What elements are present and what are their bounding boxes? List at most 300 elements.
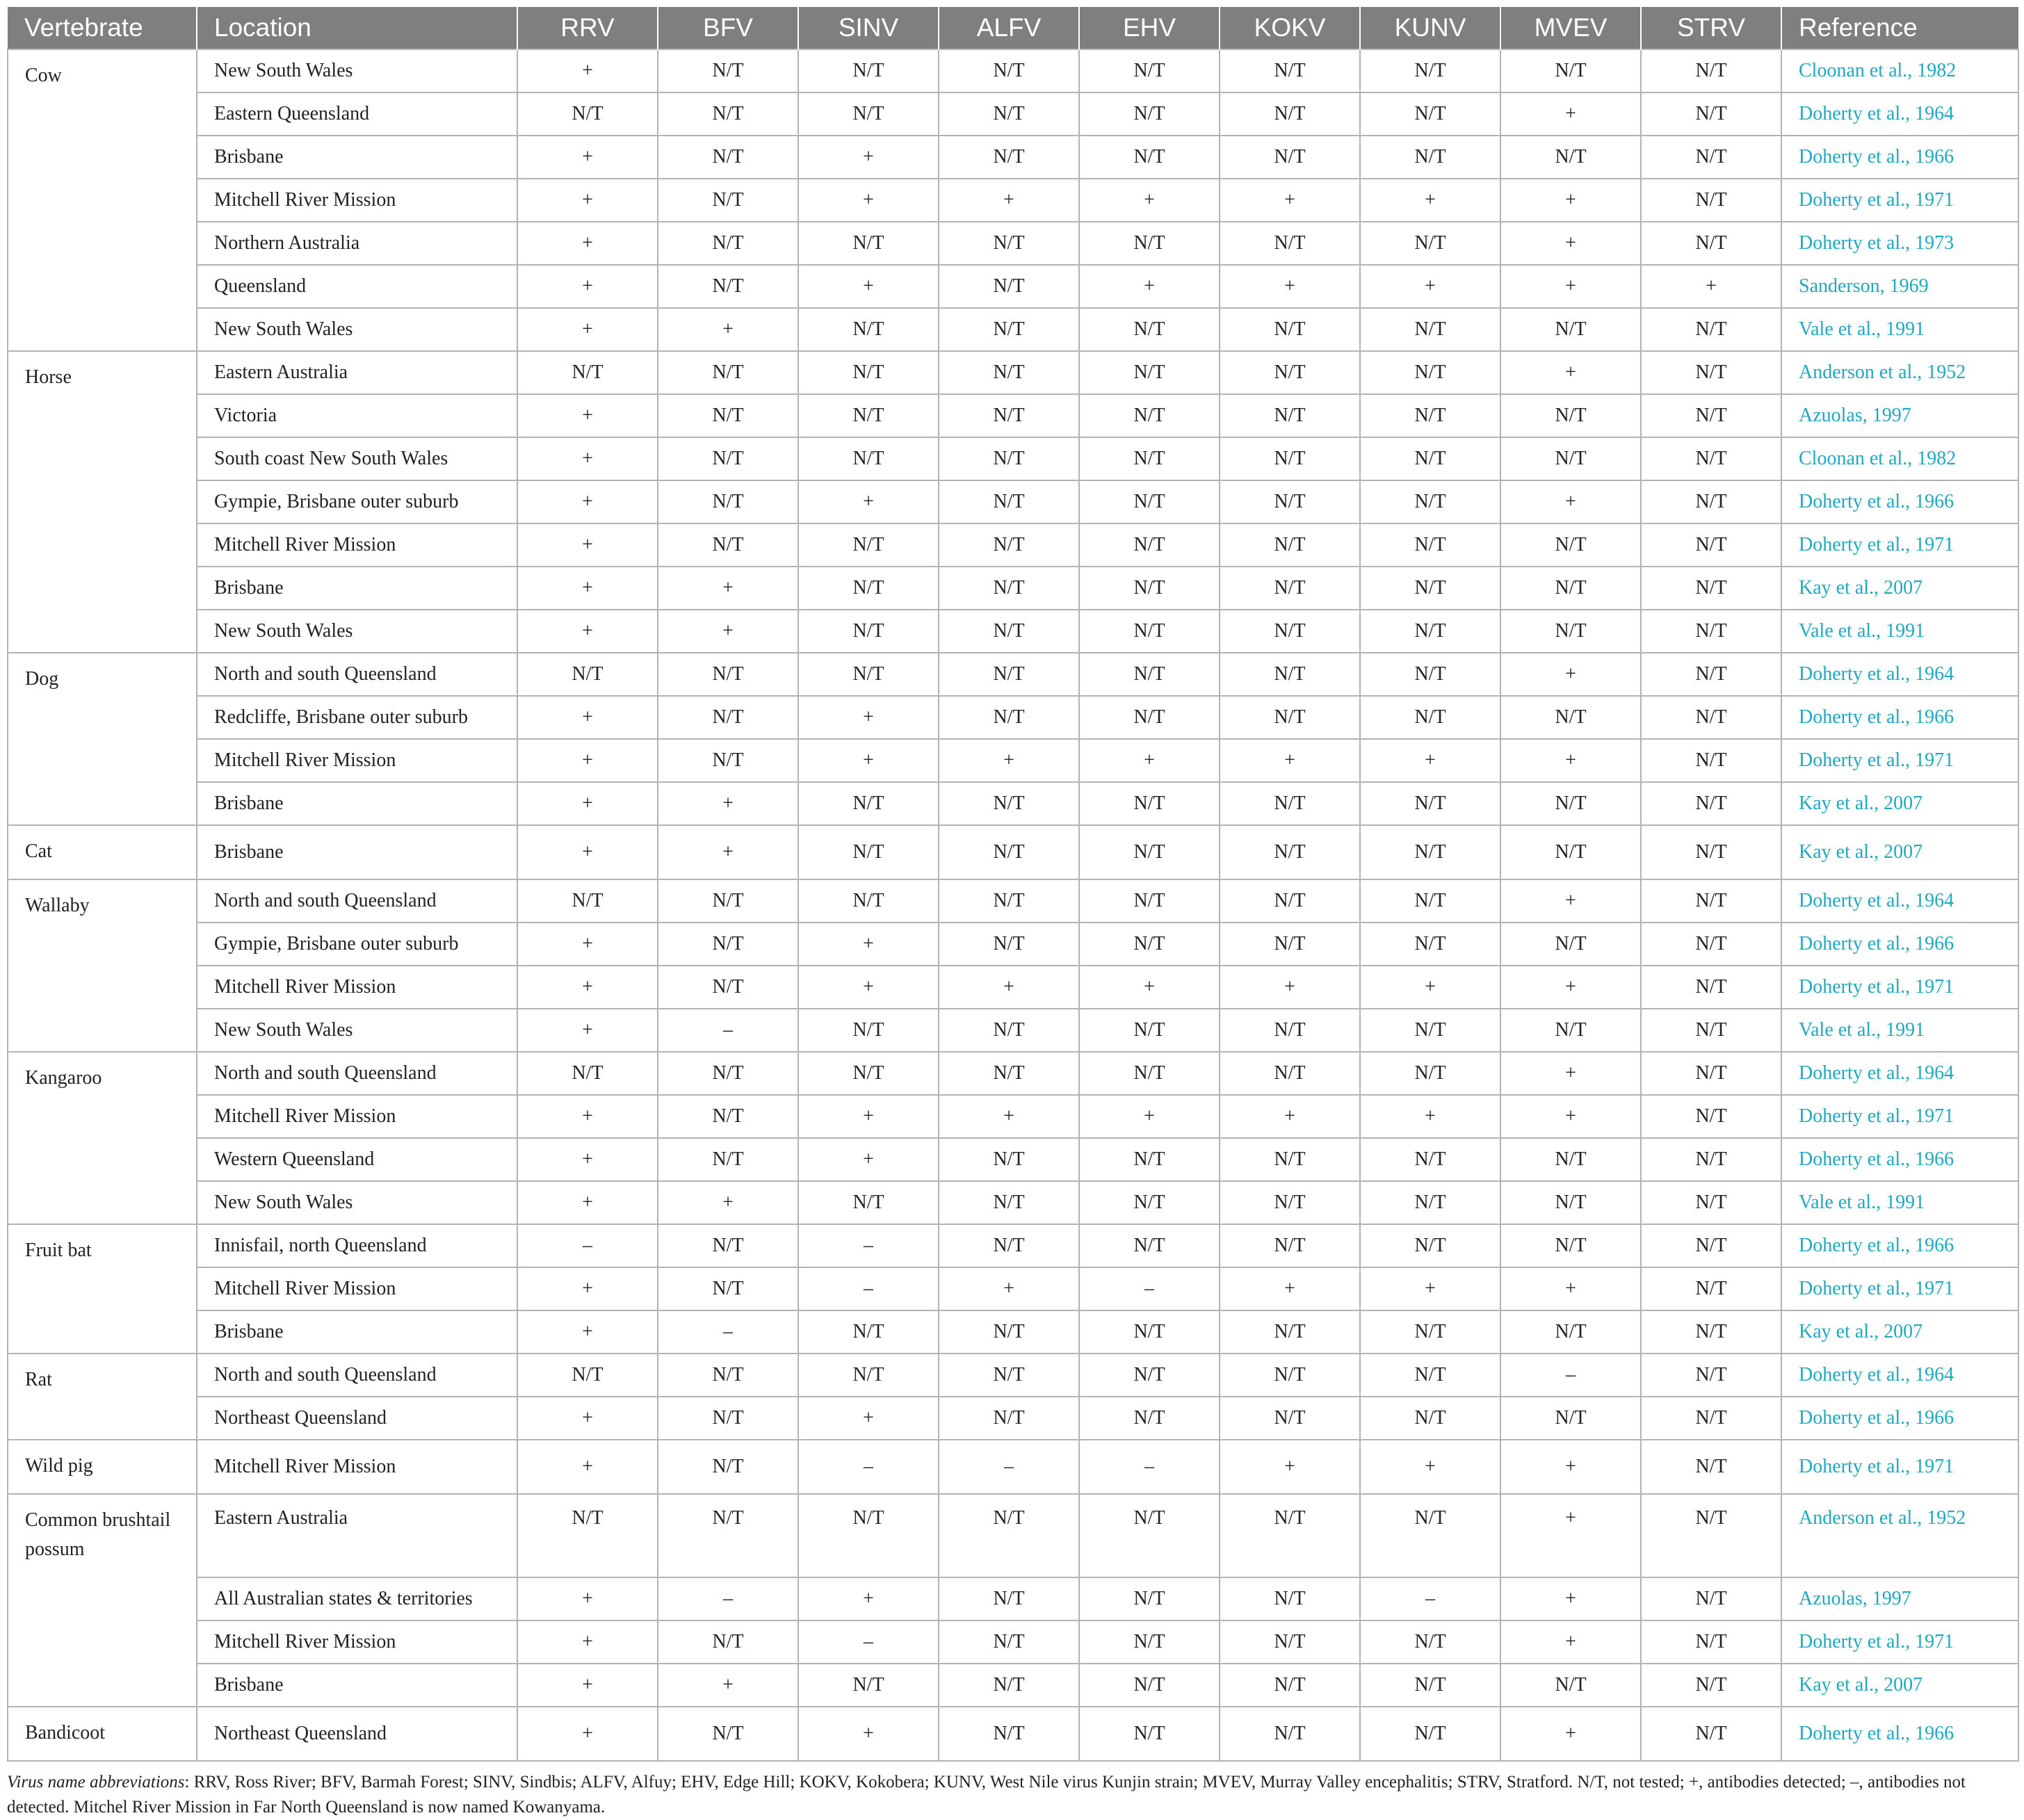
result-cell: + — [1220, 739, 1360, 782]
result-cell: + — [1079, 179, 1220, 222]
vertebrate-cell: Cat — [8, 825, 197, 879]
result-cell: N/T — [1360, 1138, 1500, 1181]
result-cell: + — [798, 1577, 939, 1620]
table-row — [8, 1181, 2018, 1224]
table-body — [8, 49, 2018, 1761]
location-cell: Mitchell River Mission — [197, 1440, 517, 1494]
table-row — [8, 696, 2018, 739]
result-cell: N/T — [658, 523, 798, 567]
result-cell: N/T — [1220, 1009, 1360, 1052]
result-cell: + — [939, 1095, 1079, 1138]
result-cell: – — [1079, 1440, 1220, 1494]
result-cell: N/T — [1500, 567, 1641, 610]
result-cell: N/T — [1079, 351, 1220, 394]
result-cell: + — [517, 136, 658, 179]
location-cell: New South Wales — [197, 1009, 517, 1052]
result-cell: N/T — [1641, 1052, 1781, 1095]
result-cell: N/T — [798, 523, 939, 567]
result-cell: N/T — [1079, 1052, 1220, 1095]
result-cell: + — [798, 1707, 939, 1761]
result-cell: N/T — [798, 1310, 939, 1354]
result-cell: N/T — [1641, 653, 1781, 696]
result-cell: N/T — [1079, 923, 1220, 966]
result-cell: N/T — [1641, 1707, 1781, 1761]
result-cell: – — [1360, 1577, 1500, 1620]
result-cell: N/T — [1220, 610, 1360, 653]
result-cell: N/T — [939, 1224, 1079, 1267]
result-cell: N/T — [1641, 136, 1781, 179]
result-cell: N/T — [939, 523, 1079, 567]
result-cell: N/T — [1360, 136, 1500, 179]
result-cell: + — [1079, 966, 1220, 1009]
result-cell: N/T — [1500, 782, 1641, 825]
result-cell: N/T — [1641, 966, 1781, 1009]
result-cell: N/T — [1641, 523, 1781, 567]
location-cell: Eastern Australia — [197, 351, 517, 394]
result-cell: N/T — [1500, 1224, 1641, 1267]
result-cell: N/T — [1641, 1397, 1781, 1440]
result-cell: + — [1220, 179, 1360, 222]
result-cell: + — [658, 782, 798, 825]
location-cell: Mitchell River Mission — [197, 1267, 517, 1310]
result-cell: N/T — [939, 1620, 1079, 1664]
result-cell: N/T — [1360, 567, 1500, 610]
result-cell: + — [798, 480, 939, 523]
result-cell: + — [798, 966, 939, 1009]
result-cell: N/T — [1220, 567, 1360, 610]
result-cell: N/T — [1079, 222, 1220, 265]
result-cell: N/T — [1641, 739, 1781, 782]
reference-link[interactable]: Doherty et al., 1966 — [1781, 1397, 2018, 1440]
result-cell: N/T — [517, 92, 658, 136]
result-cell: N/T — [1641, 1009, 1781, 1052]
result-cell: + — [1500, 1095, 1641, 1138]
result-cell: N/T — [1500, 610, 1641, 653]
result-cell: N/T — [939, 351, 1079, 394]
result-cell: N/T — [798, 437, 939, 480]
reference-link[interactable]: Doherty et al., 1966 — [1781, 1224, 2018, 1267]
result-cell: N/T — [1360, 610, 1500, 653]
result-cell: N/T — [1079, 1397, 1220, 1440]
table-row — [8, 1577, 2018, 1620]
table-row — [8, 1707, 2018, 1761]
reference-link[interactable]: Doherty et al., 1971 — [1781, 739, 2018, 782]
reference-link[interactable]: Doherty et al., 1966 — [1781, 1138, 2018, 1181]
footnote — [7, 1770, 2009, 1820]
result-cell: + — [517, 1181, 658, 1224]
reference-link[interactable]: Vale et al., 1991 — [1781, 1009, 2018, 1052]
result-cell: N/T — [658, 966, 798, 1009]
vertebrate-cell: Kangaroo — [8, 1052, 197, 1224]
result-cell: – — [798, 1267, 939, 1310]
result-cell: N/T — [1500, 1310, 1641, 1354]
result-cell: N/T — [1641, 1494, 1781, 1577]
result-cell: N/T — [1360, 653, 1500, 696]
result-cell: N/T — [798, 1354, 939, 1397]
location-cell: North and south Queensland — [197, 653, 517, 696]
result-cell: N/T — [939, 1664, 1079, 1707]
location-cell: Victoria — [197, 394, 517, 437]
result-cell: N/T — [939, 308, 1079, 351]
result-cell: N/T — [939, 92, 1079, 136]
result-cell: N/T — [1079, 1138, 1220, 1181]
reference-link[interactable]: Doherty et al., 1964 — [1781, 879, 2018, 923]
result-cell: + — [1220, 1267, 1360, 1310]
result-cell: N/T — [798, 1181, 939, 1224]
result-cell: N/T — [517, 1354, 658, 1397]
location-cell: Brisbane — [197, 825, 517, 879]
result-cell: N/T — [658, 265, 798, 308]
result-cell: N/T — [1500, 923, 1641, 966]
result-cell: – — [939, 1440, 1079, 1494]
result-cell: N/T — [798, 1664, 939, 1707]
result-cell: + — [1079, 265, 1220, 308]
result-cell: N/T — [658, 480, 798, 523]
reference-link[interactable]: Anderson et al., 1952 — [1781, 351, 2018, 394]
result-cell: N/T — [1079, 1707, 1220, 1761]
table-row — [8, 437, 2018, 480]
result-cell: N/T — [1360, 825, 1500, 879]
result-cell: + — [1500, 1577, 1641, 1620]
location-cell: Mitchell River Mission — [197, 523, 517, 567]
result-cell: + — [517, 1397, 658, 1440]
result-cell: N/T — [658, 1707, 798, 1761]
result-cell: N/T — [798, 782, 939, 825]
column-header: KUNV — [1360, 7, 1500, 49]
result-cell: N/T — [798, 879, 939, 923]
result-cell: N/T — [1079, 394, 1220, 437]
result-cell: + — [658, 610, 798, 653]
result-cell: + — [517, 696, 658, 739]
result-cell: N/T — [1500, 1138, 1641, 1181]
location-cell: Northern Australia — [197, 222, 517, 265]
location-cell: Mitchell River Mission — [197, 966, 517, 1009]
result-cell: N/T — [939, 567, 1079, 610]
result-cell: + — [939, 1267, 1079, 1310]
reference-link[interactable]: Doherty et al., 1964 — [1781, 1354, 2018, 1397]
location-cell: Mitchell River Mission — [197, 739, 517, 782]
result-cell: + — [798, 1095, 939, 1138]
result-cell: N/T — [1641, 1138, 1781, 1181]
reference-link[interactable]: Doherty et al., 1971 — [1781, 1267, 2018, 1310]
vertebrate-cell: Wallaby — [8, 879, 197, 1052]
result-cell: – — [798, 1440, 939, 1494]
result-cell: + — [1500, 653, 1641, 696]
result-cell: N/T — [517, 879, 658, 923]
result-cell: N/T — [1500, 136, 1641, 179]
result-cell: + — [1500, 480, 1641, 523]
result-cell: N/T — [1500, 394, 1641, 437]
result-cell: + — [517, 1095, 658, 1138]
result-cell: N/T — [1641, 394, 1781, 437]
result-cell: N/T — [939, 437, 1079, 480]
result-cell: N/T — [1079, 1009, 1220, 1052]
result-cell: + — [1500, 966, 1641, 1009]
column-header: RRV — [517, 7, 658, 49]
location-cell: New South Wales — [197, 308, 517, 351]
result-cell: + — [517, 179, 658, 222]
result-cell: – — [1079, 1267, 1220, 1310]
reference-link[interactable]: Doherty et al., 1966 — [1781, 923, 2018, 966]
result-cell: N/T — [1360, 923, 1500, 966]
location-cell: Gympie, Brisbane outer suburb — [197, 480, 517, 523]
location-cell: Mitchell River Mission — [197, 1620, 517, 1664]
result-cell: + — [1360, 265, 1500, 308]
result-cell: N/T — [658, 136, 798, 179]
result-cell: N/T — [1500, 1664, 1641, 1707]
reference-link[interactable]: Doherty et al., 1964 — [1781, 1052, 2018, 1095]
reference-link[interactable]: Vale et al., 1991 — [1781, 308, 2018, 351]
reference-link[interactable]: Doherty et al., 1971 — [1781, 1440, 2018, 1494]
reference-link[interactable]: Azuolas, 1997 — [1781, 1577, 2018, 1620]
result-cell: N/T — [1220, 653, 1360, 696]
result-cell: N/T — [939, 136, 1079, 179]
result-cell: N/T — [658, 923, 798, 966]
result-cell: N/T — [1079, 1664, 1220, 1707]
result-cell: N/T — [1641, 1577, 1781, 1620]
result-cell: + — [1500, 1494, 1641, 1577]
result-cell: N/T — [1079, 1577, 1220, 1620]
result-cell: N/T — [1079, 782, 1220, 825]
result-cell: N/T — [1079, 1354, 1220, 1397]
result-cell: – — [1500, 1354, 1641, 1397]
vertebrate-cell: Horse — [8, 351, 197, 653]
result-cell: + — [517, 308, 658, 351]
result-cell: N/T — [658, 1095, 798, 1138]
column-header: BFV — [658, 7, 798, 49]
result-cell: N/T — [658, 1440, 798, 1494]
result-cell: N/T — [798, 394, 939, 437]
location-cell: Redcliffe, Brisbane outer suburb — [197, 696, 517, 739]
result-cell: N/T — [939, 1052, 1079, 1095]
result-cell: N/T — [1360, 480, 1500, 523]
result-cell: + — [517, 394, 658, 437]
result-cell: + — [517, 567, 658, 610]
result-cell: N/T — [1641, 92, 1781, 136]
result-cell: + — [939, 179, 1079, 222]
result-cell: N/T — [1641, 1620, 1781, 1664]
result-cell: N/T — [1360, 782, 1500, 825]
location-cell: New South Wales — [197, 49, 517, 92]
result-cell: + — [1360, 966, 1500, 1009]
result-cell: N/T — [1641, 1354, 1781, 1397]
vertebrate-cell: Cow — [8, 49, 197, 351]
location-cell: Western Queensland — [197, 1138, 517, 1181]
result-cell: N/T — [1079, 610, 1220, 653]
reference-link[interactable]: Azuolas, 1997 — [1781, 394, 2018, 437]
table-row — [8, 523, 2018, 567]
result-cell: + — [1500, 1707, 1641, 1761]
result-cell: N/T — [1220, 1181, 1360, 1224]
table-row — [8, 966, 2018, 1009]
reference-link[interactable]: Doherty et al., 1966 — [1781, 480, 2018, 523]
result-cell: + — [1500, 222, 1641, 265]
result-cell: + — [1220, 1095, 1360, 1138]
table-row — [8, 308, 2018, 351]
result-cell: N/T — [1360, 1052, 1500, 1095]
result-cell: N/T — [1641, 567, 1781, 610]
result-cell: N/T — [1220, 1494, 1360, 1577]
result-cell: + — [798, 1397, 939, 1440]
table-row — [8, 179, 2018, 222]
result-cell: N/T — [1079, 308, 1220, 351]
result-cell: + — [517, 222, 658, 265]
result-cell: – — [658, 1310, 798, 1354]
result-cell: N/T — [939, 1397, 1079, 1440]
table-row — [8, 136, 2018, 179]
vertebrate-cell: Common brushtail possum — [8, 1494, 197, 1707]
result-cell: N/T — [1641, 1224, 1781, 1267]
reference-link[interactable]: Doherty et al., 1971 — [1781, 1620, 2018, 1664]
result-cell: N/T — [939, 1494, 1079, 1577]
location-cell: Northeast Queensland — [197, 1707, 517, 1761]
result-cell: N/T — [1360, 523, 1500, 567]
result-cell: N/T — [1220, 879, 1360, 923]
location-cell: Queensland — [197, 265, 517, 308]
location-cell: Eastern Australia — [197, 1494, 517, 1577]
reference-link[interactable]: Sanderson, 1969 — [1781, 265, 2018, 308]
result-cell: N/T — [939, 1707, 1079, 1761]
vertebrate-cell: Dog — [8, 653, 197, 825]
result-cell: N/T — [798, 308, 939, 351]
reference-link[interactable]: Doherty et al., 1966 — [1781, 696, 2018, 739]
table-row — [8, 480, 2018, 523]
result-cell: + — [1079, 1095, 1220, 1138]
result-cell: N/T — [939, 1310, 1079, 1354]
table-row — [8, 1224, 2018, 1267]
reference-link[interactable]: Cloonan et al., 1982 — [1781, 437, 2018, 480]
result-cell: + — [517, 1664, 658, 1707]
result-cell: N/T — [1641, 351, 1781, 394]
result-cell: – — [798, 1224, 939, 1267]
result-cell: N/T — [1220, 1577, 1360, 1620]
result-cell: N/T — [1360, 308, 1500, 351]
location-cell: Northeast Queensland — [197, 1397, 517, 1440]
result-cell: N/T — [658, 179, 798, 222]
table-row — [8, 1397, 2018, 1440]
reference-link[interactable]: Doherty et al., 1966 — [1781, 136, 2018, 179]
result-cell: N/T — [798, 92, 939, 136]
reference-link[interactable]: Doherty et al., 1973 — [1781, 222, 2018, 265]
result-cell: + — [1500, 92, 1641, 136]
result-cell: N/T — [1360, 696, 1500, 739]
table-row — [8, 825, 2018, 879]
result-cell: N/T — [1079, 49, 1220, 92]
result-cell: N/T — [1220, 308, 1360, 351]
reference-link[interactable]: Doherty et al., 1971 — [1781, 523, 2018, 567]
result-cell: + — [517, 1138, 658, 1181]
reference-link[interactable]: Kay et al., 2007 — [1781, 1310, 2018, 1354]
location-cell: All Australian states & territories — [197, 1577, 517, 1620]
result-cell: N/T — [1220, 1052, 1360, 1095]
result-cell: N/T — [1360, 1664, 1500, 1707]
result-cell: N/T — [1220, 222, 1360, 265]
vertebrate-cell: Fruit bat — [8, 1224, 197, 1354]
result-cell: N/T — [1360, 49, 1500, 92]
result-cell: N/T — [658, 653, 798, 696]
table-row — [8, 1310, 2018, 1354]
result-cell: N/T — [1079, 437, 1220, 480]
reference-link[interactable]: Kay et al., 2007 — [1781, 825, 2018, 879]
reference-link[interactable]: Cloonan et al., 1982 — [1781, 49, 2018, 92]
reference-link[interactable]: Doherty et al., 1971 — [1781, 179, 2018, 222]
reference-link[interactable]: Anderson et al., 1952 — [1781, 1494, 2018, 1577]
result-cell: + — [517, 739, 658, 782]
result-cell: + — [658, 1181, 798, 1224]
result-cell: N/T — [1500, 523, 1641, 567]
column-header: STRV — [1641, 7, 1781, 49]
location-cell: Mitchell River Mission — [197, 179, 517, 222]
reference-link[interactable]: Doherty et al., 1971 — [1781, 1095, 2018, 1138]
result-cell: N/T — [939, 1354, 1079, 1397]
result-cell: – — [658, 1009, 798, 1052]
result-cell: + — [1500, 879, 1641, 923]
header-row — [8, 7, 2018, 49]
result-cell: N/T — [517, 1494, 658, 1577]
result-cell: N/T — [939, 696, 1079, 739]
result-cell: + — [517, 825, 658, 879]
reference-link[interactable]: Doherty et al., 1971 — [1781, 966, 2018, 1009]
result-cell: N/T — [1220, 394, 1360, 437]
result-cell: N/T — [1360, 1620, 1500, 1664]
result-cell: + — [517, 1310, 658, 1354]
reference-link[interactable]: Doherty et al., 1964 — [1781, 653, 2018, 696]
result-cell: N/T — [1641, 782, 1781, 825]
result-cell: N/T — [1641, 49, 1781, 92]
reference-link[interactable]: Kay et al., 2007 — [1781, 782, 2018, 825]
result-cell: N/T — [939, 879, 1079, 923]
result-cell: N/T — [939, 222, 1079, 265]
result-cell: N/T — [798, 1052, 939, 1095]
result-cell: N/T — [1641, 222, 1781, 265]
result-cell: N/T — [1079, 1620, 1220, 1664]
result-cell: + — [658, 308, 798, 351]
result-cell: N/T — [1500, 1397, 1641, 1440]
reference-link[interactable]: Kay et al., 2007 — [1781, 567, 2018, 610]
result-cell: N/T — [1079, 1310, 1220, 1354]
result-cell: N/T — [939, 825, 1079, 879]
result-cell: + — [517, 1267, 658, 1310]
location-cell: Brisbane — [197, 567, 517, 610]
result-cell: + — [658, 1664, 798, 1707]
result-cell: + — [517, 923, 658, 966]
result-cell: + — [517, 966, 658, 1009]
result-cell: N/T — [1641, 923, 1781, 966]
reference-link[interactable]: Doherty et al., 1966 — [1781, 1707, 2018, 1761]
result-cell: N/T — [939, 1577, 1079, 1620]
result-cell: + — [658, 825, 798, 879]
result-cell: + — [798, 179, 939, 222]
result-cell: N/T — [1079, 653, 1220, 696]
result-cell: N/T — [1360, 437, 1500, 480]
result-cell: N/T — [1079, 1494, 1220, 1577]
reference-link[interactable]: Kay et al., 2007 — [1781, 1664, 2018, 1707]
result-cell: N/T — [1360, 394, 1500, 437]
result-cell: N/T — [939, 610, 1079, 653]
reference-link[interactable]: Doherty et al., 1964 — [1781, 92, 2018, 136]
result-cell: N/T — [1220, 480, 1360, 523]
result-cell: N/T — [1220, 351, 1360, 394]
result-cell: N/T — [1500, 1009, 1641, 1052]
result-cell: + — [1360, 179, 1500, 222]
result-cell: N/T — [1220, 136, 1360, 179]
reference-link[interactable]: Vale et al., 1991 — [1781, 610, 2018, 653]
result-cell: + — [517, 480, 658, 523]
result-cell: N/T — [939, 394, 1079, 437]
table-row — [8, 567, 2018, 610]
reference-link[interactable]: Vale et al., 1991 — [1781, 1181, 2018, 1224]
result-cell: N/T — [1079, 825, 1220, 879]
